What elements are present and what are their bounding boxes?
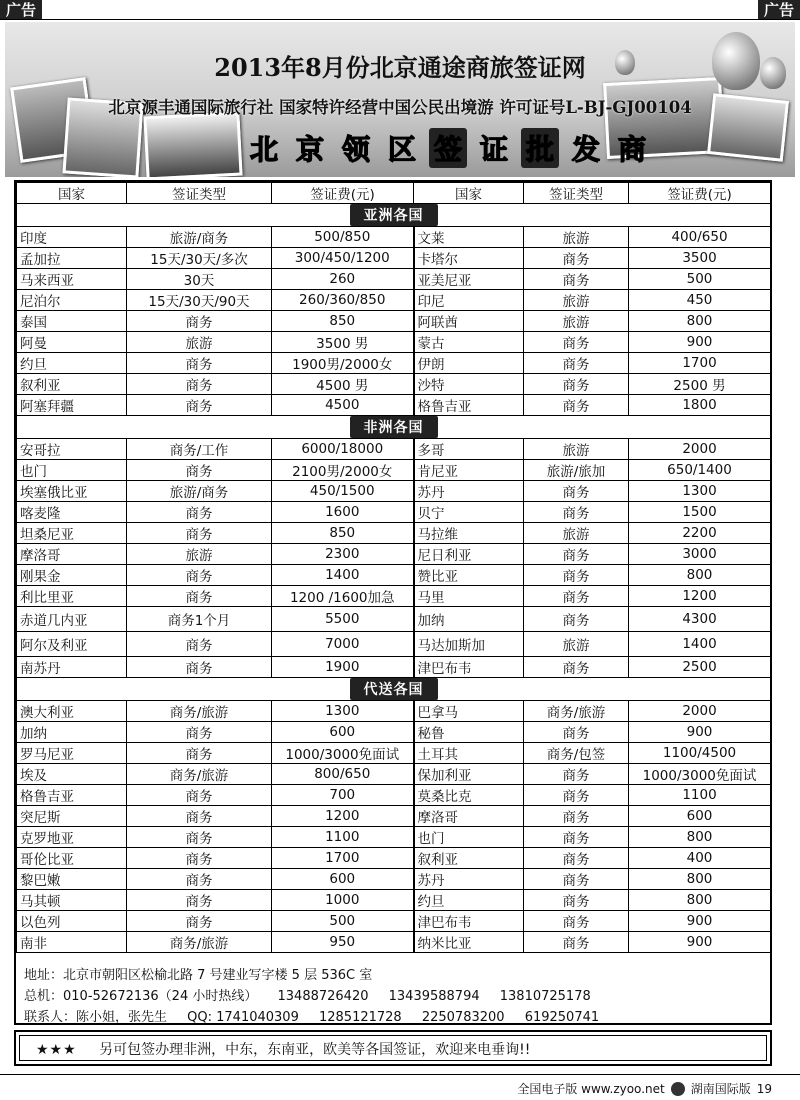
banner bbox=[5, 22, 795, 177]
visa-type-cell: 商务 bbox=[524, 374, 629, 395]
visa-fee-cell: 800 bbox=[629, 869, 771, 890]
visa-type-cell: 旅游 bbox=[127, 332, 272, 353]
country-cell: 马来西亚 bbox=[17, 269, 127, 290]
visa-fee-cell: 800/650 bbox=[272, 764, 414, 785]
visa-type-cell: 商务 bbox=[524, 502, 629, 523]
visa-fee-cell: 1300 bbox=[272, 701, 414, 722]
country-cell: 印尼 bbox=[414, 290, 524, 311]
table-row bbox=[17, 848, 771, 869]
slogan-char: 区 bbox=[387, 133, 416, 166]
visa-fee-cell: 1100 bbox=[629, 785, 771, 806]
visa-fee-cell: 850 bbox=[272, 523, 414, 544]
visa-fee-cell: 500 bbox=[272, 911, 414, 932]
visa-type-cell: 商务 bbox=[127, 523, 272, 544]
phone-number: 13810725178 bbox=[499, 989, 591, 1004]
visa-type-cell: 商务 bbox=[127, 848, 272, 869]
visa-type-cell: 商务 bbox=[127, 869, 272, 890]
visa-fee-cell: 400/650 bbox=[629, 227, 771, 248]
visa-fee-cell: 6000/18000 bbox=[272, 439, 414, 460]
country-cell: 埃及 bbox=[17, 764, 127, 785]
visa-type-cell: 旅游 bbox=[524, 523, 629, 544]
country-cell: 喀麦隆 bbox=[17, 502, 127, 523]
visa-fee-cell: 2500 男 bbox=[629, 374, 771, 395]
country-cell: 马拉维 bbox=[414, 523, 524, 544]
visa-fee-cell: 600 bbox=[272, 722, 414, 743]
visa-fee-cell: 600 bbox=[272, 869, 414, 890]
country-cell: 突尼斯 bbox=[17, 806, 127, 827]
visa-fee-cell: 800 bbox=[629, 565, 771, 586]
visa-type-cell: 商务 bbox=[524, 353, 629, 374]
country-cell: 黎巴嫩 bbox=[17, 869, 127, 890]
visa-type-cell: 旅游 bbox=[127, 544, 272, 565]
visa-fee-cell: 1600 bbox=[272, 502, 414, 523]
header-visa-fee: 签证费(元) bbox=[272, 183, 414, 204]
visa-type-cell: 商务 bbox=[524, 586, 629, 607]
visa-fee-cell: 650/1400 bbox=[629, 460, 771, 481]
visa-type-cell: 商务 bbox=[524, 565, 629, 586]
visa-type-cell: 商务/旅游 bbox=[127, 701, 272, 722]
visa-fee-cell: 1000/3000免面试 bbox=[629, 764, 771, 785]
visa-fee-cell: 900 bbox=[629, 332, 771, 353]
section-title: 非洲各国 bbox=[350, 416, 438, 438]
visa-type-cell: 15天/30天/90天 bbox=[127, 290, 272, 311]
visa-type-cell: 商务/旅游 bbox=[127, 764, 272, 785]
contact-info bbox=[24, 965, 615, 1028]
visa-fee-cell: 260/360/850 bbox=[272, 290, 414, 311]
country-cell: 约旦 bbox=[17, 353, 127, 374]
table-row bbox=[17, 565, 771, 586]
visa-fee-cell: 1700 bbox=[629, 353, 771, 374]
visa-fee-cell: 1200 bbox=[272, 806, 414, 827]
visa-fee-cell: 900 bbox=[629, 911, 771, 932]
notice-box bbox=[14, 1030, 772, 1066]
visa-type-cell: 商务 bbox=[127, 722, 272, 743]
table-row bbox=[17, 722, 771, 743]
country-cell: 纳米比亚 bbox=[414, 932, 524, 953]
table-row bbox=[17, 701, 771, 722]
qq-number: 2250783200 bbox=[421, 1010, 505, 1025]
banner-slogan bbox=[245, 128, 651, 168]
section-header-row bbox=[17, 416, 771, 439]
country-cell: 卡塔尔 bbox=[414, 248, 524, 269]
header-country: 国家 bbox=[414, 183, 524, 204]
visa-type-cell: 旅游 bbox=[524, 439, 629, 460]
header-visa-type: 签证类型 bbox=[127, 183, 272, 204]
visa-fee-cell: 3500 bbox=[629, 248, 771, 269]
table-row bbox=[17, 544, 771, 565]
table-row bbox=[17, 657, 771, 678]
country-cell: 加纳 bbox=[17, 722, 127, 743]
country-cell: 安哥拉 bbox=[17, 439, 127, 460]
table-row bbox=[17, 743, 771, 764]
visa-fee-cell: 2000 bbox=[629, 439, 771, 460]
visa-fee-cell: 2100男/2000女 bbox=[272, 460, 414, 481]
country-cell: 秘鲁 bbox=[414, 722, 524, 743]
country-cell: 阿尔及利亚 bbox=[17, 632, 127, 657]
table-row bbox=[17, 869, 771, 890]
country-cell: 叙利亚 bbox=[17, 374, 127, 395]
visa-fee-cell: 850 bbox=[272, 311, 414, 332]
visa-fee-cell: 1100 bbox=[272, 827, 414, 848]
country-cell: 格鲁吉亚 bbox=[414, 395, 524, 416]
country-cell: 阿曼 bbox=[17, 332, 127, 353]
visa-type-cell: 商务 bbox=[127, 890, 272, 911]
section-header-cell bbox=[17, 416, 771, 439]
visa-fee-cell: 950 bbox=[272, 932, 414, 953]
country-cell: 刚果金 bbox=[17, 565, 127, 586]
table-row bbox=[17, 785, 771, 806]
table-row bbox=[17, 227, 771, 248]
visa-fee-cell: 500/850 bbox=[272, 227, 414, 248]
country-cell: 马其顿 bbox=[17, 890, 127, 911]
table-row bbox=[17, 827, 771, 848]
country-cell: 约旦 bbox=[414, 890, 524, 911]
country-cell: 阿联酋 bbox=[414, 311, 524, 332]
visa-type-cell: 商务 bbox=[127, 657, 272, 678]
visa-price-panel bbox=[14, 180, 772, 1025]
country-cell: 津巴布韦 bbox=[414, 657, 524, 678]
table-row bbox=[17, 632, 771, 657]
country-cell: 巴拿马 bbox=[414, 701, 524, 722]
slogan-char: 证 bbox=[479, 133, 508, 166]
visa-type-cell: 商务/旅游 bbox=[127, 932, 272, 953]
visa-type-cell: 商务 bbox=[524, 827, 629, 848]
visa-type-cell: 商务 bbox=[524, 657, 629, 678]
country-cell: 赞比亚 bbox=[414, 565, 524, 586]
visa-type-cell: 商务 bbox=[127, 353, 272, 374]
visa-type-cell: 商务 bbox=[524, 806, 629, 827]
header-country: 国家 bbox=[17, 183, 127, 204]
section-header-cell bbox=[17, 204, 771, 227]
table-row bbox=[17, 353, 771, 374]
country-cell: 埃塞俄比亚 bbox=[17, 481, 127, 502]
visa-fee-cell: 1100/4500 bbox=[629, 743, 771, 764]
visa-type-cell: 旅游/旅加 bbox=[524, 460, 629, 481]
country-cell: 蒙古 bbox=[414, 332, 524, 353]
country-cell: 加纳 bbox=[414, 607, 524, 632]
visa-type-cell: 旅游 bbox=[524, 290, 629, 311]
table-header-row bbox=[17, 183, 771, 204]
visa-type-cell: 商务 bbox=[524, 764, 629, 785]
visa-type-cell: 商务/工作 bbox=[127, 439, 272, 460]
visa-fee-cell: 1900男/2000女 bbox=[272, 353, 414, 374]
visa-fee-cell: 400 bbox=[629, 848, 771, 869]
table-row bbox=[17, 890, 771, 911]
table-row bbox=[17, 290, 771, 311]
visa-type-cell: 商务 bbox=[127, 806, 272, 827]
newspaper-logo-icon bbox=[671, 1082, 685, 1096]
visa-fee-cell: 4500 男 bbox=[272, 374, 414, 395]
table-row bbox=[17, 374, 771, 395]
visa-type-cell: 商务 bbox=[127, 743, 272, 764]
visa-type-cell: 旅游/商务 bbox=[127, 227, 272, 248]
country-cell: 也门 bbox=[17, 460, 127, 481]
country-cell: 津巴布韦 bbox=[414, 911, 524, 932]
section-header-row bbox=[17, 678, 771, 701]
country-cell: 贝宁 bbox=[414, 502, 524, 523]
country-cell: 土耳其 bbox=[414, 743, 524, 764]
country-cell: 文莱 bbox=[414, 227, 524, 248]
hotline: 总机：010-52672136（24 小时热线） bbox=[24, 989, 258, 1004]
table-row bbox=[17, 269, 771, 290]
country-cell: 孟加拉 bbox=[17, 248, 127, 269]
visa-type-cell: 商务 bbox=[127, 785, 272, 806]
qq-number: 1285121728 bbox=[318, 1010, 402, 1025]
visa-type-cell: 旅游/商务 bbox=[127, 481, 272, 502]
visa-type-cell: 商务 bbox=[127, 502, 272, 523]
visa-price-table bbox=[16, 182, 771, 953]
header-visa-fee: 签证费(元) bbox=[629, 183, 771, 204]
slogan-char: 批 bbox=[521, 128, 559, 168]
contact-people-line bbox=[24, 1007, 615, 1028]
country-cell: 马里 bbox=[414, 586, 524, 607]
visa-type-cell: 商务1个月 bbox=[127, 607, 272, 632]
page-number: 19 bbox=[756, 1081, 772, 1096]
section-title: 亚洲各国 bbox=[350, 204, 438, 226]
ad-tag-left: 广告 bbox=[0, 0, 42, 20]
visa-fee-cell: 4500 bbox=[272, 395, 414, 416]
footer bbox=[517, 1080, 772, 1097]
visa-type-cell: 商务 bbox=[524, 785, 629, 806]
country-cell: 马达加斯加 bbox=[414, 632, 524, 657]
country-cell: 格鲁吉亚 bbox=[17, 785, 127, 806]
slogan-char: 领 bbox=[341, 133, 370, 166]
address-line: 地址：北京市朝阳区松榆北路 7 号建业写字楼 5 层 536C 室 bbox=[24, 968, 373, 983]
visa-fee-cell: 600 bbox=[629, 806, 771, 827]
table-row bbox=[17, 395, 771, 416]
country-cell: 苏丹 bbox=[414, 481, 524, 502]
country-cell: 尼日利亚 bbox=[414, 544, 524, 565]
country-cell: 叙利亚 bbox=[414, 848, 524, 869]
visa-fee-cell: 1000 bbox=[272, 890, 414, 911]
qq-number: QQ: 1741040309 bbox=[187, 1010, 299, 1025]
visa-type-cell: 商务 bbox=[524, 395, 629, 416]
visa-type-cell: 商务 bbox=[127, 911, 272, 932]
visa-type-cell: 商务 bbox=[524, 932, 629, 953]
visa-fee-cell: 1300 bbox=[629, 481, 771, 502]
country-cell: 摩洛哥 bbox=[414, 806, 524, 827]
visa-type-cell: 商务 bbox=[524, 869, 629, 890]
visa-type-cell: 商务 bbox=[127, 827, 272, 848]
visa-fee-cell: 1200 /1600加急 bbox=[272, 586, 414, 607]
country-cell: 摩洛哥 bbox=[17, 544, 127, 565]
visa-type-cell: 商务 bbox=[524, 269, 629, 290]
table-row bbox=[17, 460, 771, 481]
visa-type-cell: 商务 bbox=[524, 607, 629, 632]
contact-people: 联系人：陈小姐，张先生 bbox=[24, 1010, 168, 1025]
visa-fee-cell: 1700 bbox=[272, 848, 414, 869]
country-cell: 罗马尼亚 bbox=[17, 743, 127, 764]
country-cell: 保加利亚 bbox=[414, 764, 524, 785]
visa-fee-cell: 700 bbox=[272, 785, 414, 806]
footer-edition: 湖南国际版 bbox=[690, 1082, 751, 1096]
slogan-char: 商 bbox=[617, 133, 646, 166]
visa-type-cell: 旅游 bbox=[524, 632, 629, 657]
visa-fee-cell: 3500 男 bbox=[272, 332, 414, 353]
visa-type-cell: 旅游 bbox=[524, 311, 629, 332]
visa-type-cell: 商务 bbox=[127, 460, 272, 481]
visa-fee-cell: 800 bbox=[629, 827, 771, 848]
phone-number: 13439588794 bbox=[388, 989, 480, 1004]
visa-fee-cell: 2200 bbox=[629, 523, 771, 544]
country-cell: 阿塞拜疆 bbox=[17, 395, 127, 416]
slogan-char: 北 bbox=[249, 133, 278, 166]
table-row bbox=[17, 311, 771, 332]
visa-type-cell: 商务 bbox=[127, 632, 272, 657]
table-row bbox=[17, 523, 771, 544]
visa-fee-cell: 2500 bbox=[629, 657, 771, 678]
slogan-char: 京 bbox=[295, 133, 324, 166]
table-row bbox=[17, 586, 771, 607]
table-row bbox=[17, 481, 771, 502]
visa-fee-cell: 260 bbox=[272, 269, 414, 290]
ad-tag-right: 广告 bbox=[758, 0, 800, 20]
table-row bbox=[17, 248, 771, 269]
visa-fee-cell: 450 bbox=[629, 290, 771, 311]
visa-fee-cell: 2000 bbox=[629, 701, 771, 722]
country-cell: 也门 bbox=[414, 827, 524, 848]
footer-rule bbox=[0, 1074, 800, 1075]
visa-fee-cell: 1000/3000免面试 bbox=[272, 743, 414, 764]
visa-type-cell: 商务 bbox=[127, 586, 272, 607]
visa-type-cell: 15天/30天/多次 bbox=[127, 248, 272, 269]
country-cell: 克罗地亚 bbox=[17, 827, 127, 848]
visa-type-cell: 商务 bbox=[524, 848, 629, 869]
country-cell: 多哥 bbox=[414, 439, 524, 460]
visa-fee-cell: 1400 bbox=[629, 632, 771, 657]
slogan-char: 发 bbox=[571, 133, 600, 166]
visa-type-cell: 商务 bbox=[127, 565, 272, 586]
country-cell: 南非 bbox=[17, 932, 127, 953]
visa-type-cell: 商务 bbox=[524, 481, 629, 502]
country-cell: 哥伦比亚 bbox=[17, 848, 127, 869]
visa-fee-cell: 2300 bbox=[272, 544, 414, 565]
footer-site: 全国电子版 www.zyoo.net bbox=[517, 1082, 665, 1096]
visa-type-cell: 商务/旅游 bbox=[524, 701, 629, 722]
country-cell: 苏丹 bbox=[414, 869, 524, 890]
visa-fee-cell: 1800 bbox=[629, 395, 771, 416]
section-title: 代送各国 bbox=[350, 678, 438, 700]
visa-type-cell: 30天 bbox=[127, 269, 272, 290]
banner-subtitle: 北京源丰通国际旅行社 国家特许经营中国公民出境游 许可证号L-BJ-GJ00104 bbox=[108, 98, 692, 117]
country-cell: 肯尼亚 bbox=[414, 460, 524, 481]
phone-number: 13488726420 bbox=[277, 989, 369, 1004]
visa-fee-cell: 7000 bbox=[272, 632, 414, 657]
table-row bbox=[17, 502, 771, 523]
visa-type-cell: 商务 bbox=[127, 374, 272, 395]
notice-text: 另可包签办理非洲，中东，东南亚，欧美等各国签证，欢迎来电垂询!! bbox=[99, 1042, 531, 1058]
visa-type-cell: 商务/包签 bbox=[524, 743, 629, 764]
table-row bbox=[17, 607, 771, 632]
visa-type-cell: 商务 bbox=[524, 890, 629, 911]
visa-fee-cell: 900 bbox=[629, 722, 771, 743]
visa-fee-cell: 450/1500 bbox=[272, 481, 414, 502]
country-cell: 澳大利亚 bbox=[17, 701, 127, 722]
visa-type-cell: 商务 bbox=[524, 248, 629, 269]
visa-type-cell: 商务 bbox=[127, 395, 272, 416]
table-row bbox=[17, 439, 771, 460]
visa-fee-cell: 800 bbox=[629, 890, 771, 911]
table-row bbox=[17, 332, 771, 353]
header-visa-type: 签证类型 bbox=[524, 183, 629, 204]
visa-fee-cell: 1500 bbox=[629, 502, 771, 523]
visa-type-cell: 商务 bbox=[524, 544, 629, 565]
visa-fee-cell: 900 bbox=[629, 932, 771, 953]
notice-inner bbox=[19, 1035, 767, 1061]
table-row bbox=[17, 764, 771, 785]
visa-fee-cell: 1400 bbox=[272, 565, 414, 586]
visa-fee-cell: 500 bbox=[629, 269, 771, 290]
phone-line bbox=[24, 986, 615, 1007]
visa-type-cell: 商务 bbox=[524, 332, 629, 353]
country-cell: 泰国 bbox=[17, 311, 127, 332]
country-cell: 赤道几内亚 bbox=[17, 607, 127, 632]
section-header-cell bbox=[17, 678, 771, 701]
country-cell: 亚美尼亚 bbox=[414, 269, 524, 290]
table-row bbox=[17, 806, 771, 827]
banner-title: 2013年8月份北京通途商旅签证网 bbox=[214, 53, 586, 82]
country-cell: 以色列 bbox=[17, 911, 127, 932]
country-cell: 坦桑尼亚 bbox=[17, 523, 127, 544]
country-cell: 伊朗 bbox=[414, 353, 524, 374]
visa-fee-cell: 1200 bbox=[629, 586, 771, 607]
slogan-char: 签 bbox=[429, 128, 467, 168]
section-header-row bbox=[17, 204, 771, 227]
visa-fee-cell: 300/450/1200 bbox=[272, 248, 414, 269]
country-cell: 南苏丹 bbox=[17, 657, 127, 678]
table-row bbox=[17, 911, 771, 932]
visa-fee-cell: 3000 bbox=[629, 544, 771, 565]
stars-icon: ★★★ bbox=[36, 1042, 77, 1058]
country-cell: 利比里亚 bbox=[17, 586, 127, 607]
country-cell: 印度 bbox=[17, 227, 127, 248]
visa-type-cell: 商务 bbox=[127, 311, 272, 332]
visa-fee-cell: 800 bbox=[629, 311, 771, 332]
visa-type-cell: 旅游 bbox=[524, 227, 629, 248]
qq-number: 619250741 bbox=[524, 1010, 600, 1025]
top-rule bbox=[0, 19, 800, 20]
country-cell: 莫桑比克 bbox=[414, 785, 524, 806]
visa-fee-cell: 1900 bbox=[272, 657, 414, 678]
visa-fee-cell: 4300 bbox=[629, 607, 771, 632]
visa-type-cell: 商务 bbox=[524, 911, 629, 932]
visa-fee-cell: 5500 bbox=[272, 607, 414, 632]
country-cell: 尼泊尔 bbox=[17, 290, 127, 311]
country-cell: 沙特 bbox=[414, 374, 524, 395]
photo-temple bbox=[143, 112, 242, 177]
visa-type-cell: 商务 bbox=[524, 722, 629, 743]
table-row bbox=[17, 932, 771, 953]
